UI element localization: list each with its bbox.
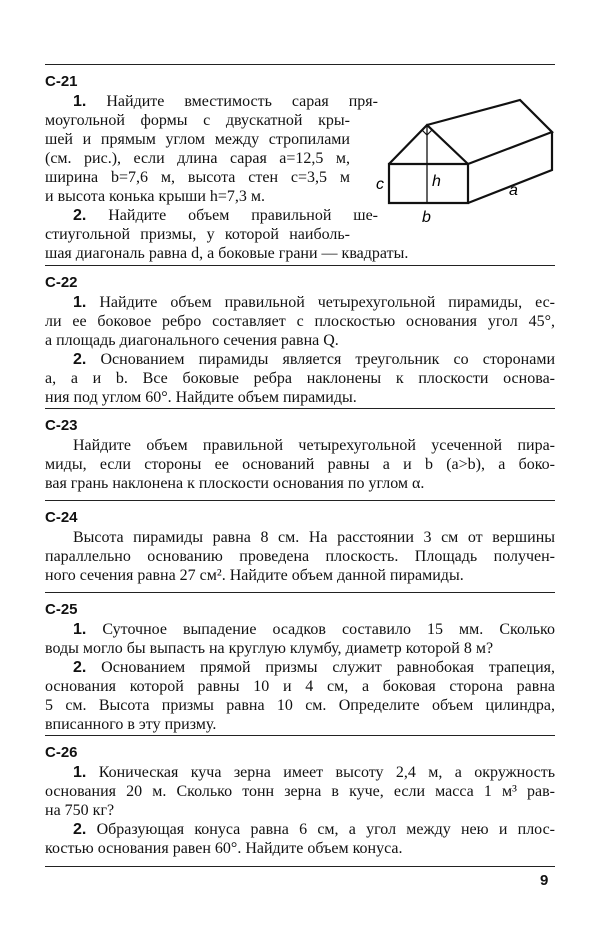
section-divider [45, 265, 555, 266]
line-text: основания которой равны 10 и 4 см, а боковая сторона равна [45, 678, 555, 695]
text-line [45, 168, 350, 187]
exercise-heading: С-26 [45, 744, 78, 761]
line-text: 5 см. Высота призмы равна 10 см. Определите объем цилиндра, [45, 697, 555, 714]
text-line [45, 801, 555, 820]
text-line [45, 350, 555, 369]
text-line [45, 244, 555, 263]
line-text: ного сечения равна 27 см². Найдите объем данной пирамиды. [45, 567, 464, 584]
problem-number: 1. [73, 294, 87, 311]
line-text: ширина b=7,6 м, высота стен c=3,5 м [45, 169, 350, 186]
text-line [45, 369, 555, 388]
page-number: 9 [540, 872, 549, 889]
section-divider [45, 500, 555, 501]
text-line [45, 436, 555, 455]
text-line [45, 763, 555, 782]
exercise-section [45, 508, 555, 585]
text-line [45, 331, 555, 350]
line-text: Суточное выпадение осадков составило 15 мм. Сколько [102, 621, 556, 638]
barn-front-gable [389, 125, 468, 164]
exercise-heading: С-23 [45, 417, 78, 434]
text-line [45, 92, 378, 111]
line-text: Образующая конуса равна 6 см, а угол между нею и плос- [96, 821, 556, 838]
line-text: ния под углом 60°. Найдите объем пирамиды. [45, 389, 357, 406]
line-text: шая диагональ равна d, а боковые грани — квадраты. [45, 245, 409, 262]
text-line [45, 677, 555, 696]
line-text: воды могло бы выпасть на круглую клумбу, диаметр которой 8 м? [45, 640, 494, 657]
exercise-section [45, 600, 555, 734]
exercise-heading: С-22 [45, 274, 78, 291]
text-line [45, 715, 555, 734]
text-line [45, 187, 350, 206]
barn-roof-side [427, 100, 552, 164]
label-c: c [376, 176, 384, 193]
text-line [45, 620, 555, 639]
line-text: моугольной формы с двускатной кры- [45, 112, 350, 129]
line-text: ли ее боковое ребро составляет с плоскостью основания угол 45°, [45, 313, 555, 330]
text-line [45, 782, 555, 801]
text-line [45, 111, 350, 130]
line-text: шей и прямым углом между стропилами [45, 131, 350, 148]
line-text: на 750 кг? [45, 802, 115, 819]
problem-number: 2. [73, 207, 87, 224]
problem-number: 1. [73, 764, 87, 781]
line-text: (см. рис.), если длина сарая a=12,5 м, [45, 150, 350, 167]
text-line [45, 293, 555, 312]
problem-number: 2. [73, 351, 87, 368]
section-divider [45, 866, 555, 867]
text-line [45, 474, 555, 493]
line-text: Коническая куча зерна имеет высоту 2,4 м, а окружность [98, 764, 556, 781]
text-line [45, 312, 555, 331]
problem-number: 2. [73, 659, 87, 676]
exercise-section [45, 743, 555, 858]
line-text: a, a и b. Все боковые ребра наклонены к плоскости основа- [45, 370, 555, 387]
section-divider [45, 408, 555, 409]
exercise-heading: С-24 [45, 509, 78, 526]
label-h: h [432, 173, 441, 190]
line-text: Найдите объем правильной четырехугольной усеченной пира- [73, 437, 555, 454]
problem-number: 2. [73, 821, 87, 838]
text-line [45, 225, 350, 244]
line-text: Найдите вместимость сарая пря- [106, 93, 378, 110]
text-line [45, 206, 378, 225]
label-a: a [509, 182, 518, 199]
text-line [45, 455, 555, 474]
text-line [45, 388, 555, 407]
exercise-section [45, 416, 555, 493]
text-line [45, 528, 555, 547]
line-text: Высота пирамиды равна 8 см. На расстоянии 3 см от вершины [73, 529, 555, 546]
barn-figure [370, 92, 560, 227]
text-line [45, 639, 555, 658]
text-line [45, 566, 555, 585]
line-text: стиугольной призмы, у которой наиболь- [45, 226, 350, 243]
text-line [45, 839, 555, 858]
barn-front-wall [389, 164, 468, 203]
exercise-heading: С-21 [45, 73, 78, 90]
line-text: вая грань наклонена к плоскости основания по углом α. [45, 475, 425, 492]
text-line [45, 696, 555, 715]
exercise-section [45, 273, 555, 407]
section-divider [45, 64, 555, 65]
text-line [45, 149, 350, 168]
line-text: а площадь диагонального сечения равна Q. [45, 332, 339, 349]
line-text: параллельно основанию проведена плоскость. Площадь получен- [45, 548, 555, 565]
line-text: Основанием прямой призмы служит равнобокая трапеция, [101, 659, 555, 676]
line-text: Найдите объем правильной четырехугольной пирамиды, ес- [99, 294, 556, 311]
text-line [45, 820, 555, 839]
line-text: Найдите объем правильной ше- [108, 207, 379, 224]
problem-number: 1. [73, 621, 87, 638]
problem-number: 1. [73, 93, 87, 110]
section-divider [45, 592, 555, 593]
text-line [45, 658, 555, 677]
line-text: костью основания равен 60°. Найдите объем конуса. [45, 840, 403, 857]
line-text: миды, если стороны ее оснований равны a и b (a>b), а боко- [45, 456, 555, 473]
section-divider [45, 735, 555, 736]
line-text: Основанием пирамиды является треугольник со сторонами [100, 351, 556, 368]
line-text: и высота конька крыши h=7,3 м. [45, 188, 266, 205]
text-line [45, 547, 555, 566]
exercise-heading: С-25 [45, 601, 78, 618]
line-text: вписанного в эту призму. [45, 716, 217, 733]
line-text: основания 20 м. Сколько тонн зерна в куче, если масса 1 м³ рав- [45, 783, 555, 800]
label-b: b [422, 209, 431, 226]
text-line [45, 130, 350, 149]
